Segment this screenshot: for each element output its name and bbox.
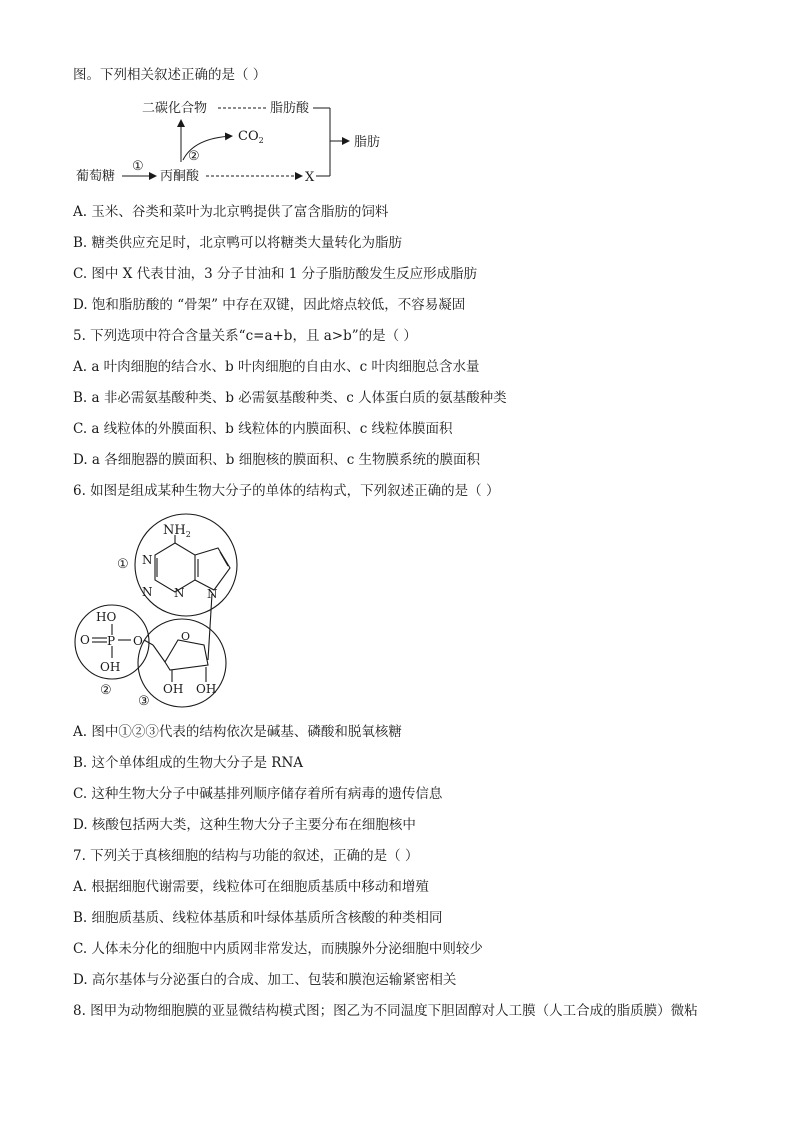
pyruvate-label: 丙酮酸 xyxy=(160,169,200,184)
svg-text:CO2: $CO_2$ xyxy=(238,129,264,145)
label-2: ② xyxy=(100,683,112,698)
carbon-compound-label: 二碳化合物 xyxy=(142,101,208,116)
q5-option-d: D. a 各细胞器的膜面积、b 细胞核的膜面积、c 生物膜系统的膜面积 xyxy=(73,452,481,468)
q5-option-c: C. a 线粒体的外膜面积、b 线粒体的内膜面积、c 线粒体膜面积 xyxy=(73,421,453,437)
q5-option-b: B. a 非必需氨基酸种类、b 必需氨基酸种类、c 人体蛋白质的氨基酸种类 xyxy=(73,390,507,406)
q7-option-b: B. 细胞质基质、线粒体基质和叶绿体基质所含核酸的种类相同 xyxy=(73,910,443,926)
svg-text:P: P xyxy=(107,634,116,648)
q5-stem: 5. 下列选项中符合含量关系“c=a+b，且 a>b”的是（ ） xyxy=(73,328,417,344)
adenine-five-ring xyxy=(195,548,230,590)
fat-synthesis-diagram xyxy=(0,90,794,290)
q7-stem: 7. 下列关于真核细胞的结构与功能的叙述，正确的是（ ） xyxy=(73,848,419,864)
glucose-label: 葡萄糖 xyxy=(76,169,116,184)
svg-text:NH2: $NH_2$ xyxy=(163,523,191,539)
fatty-acid-label: 脂肪酸 xyxy=(270,101,310,116)
x-label: X xyxy=(305,170,315,185)
svg-text:HO: HO xyxy=(96,610,117,624)
svg-text:OH: OH xyxy=(196,682,217,696)
q6-option-d: D. 核酸包括两大类，这种生物大分子主要分布在细胞核中 xyxy=(73,817,416,833)
q4-option-d: D. 饱和脂肪酸的 “骨架” 中存在双键，因此熔点较低，不容易凝固 xyxy=(73,297,466,313)
svg-text:N: N xyxy=(142,553,153,567)
q6-option-b: B. 这个单体组成的生物大分子是 RNA xyxy=(73,755,304,771)
q7-option-d: D. 高尔基体与分泌蛋白的合成、加工、包装和膜泡运输紧密相关 xyxy=(73,972,457,988)
q5-option-a: A. a 叶肉细胞的结合水、b 叶肉细胞的自由水、c 叶肉细胞总含水量 xyxy=(73,359,480,375)
svg-text:N: N xyxy=(142,585,153,599)
q6-option-c: C. 这种生物大分子中碱基排列顺序储存着所有病毒的遗传信息 xyxy=(73,786,443,802)
step2-label: ② xyxy=(188,149,200,164)
q6-stem: 6. 如图是组成某种生物大分子的单体的结构式，下列叙述正确的是（ ） xyxy=(73,483,500,499)
label-3: ③ xyxy=(138,694,150,709)
q4-option-a: A. 玉米、谷类和菜叶为北京鸭提供了富含脂肪的饲料 xyxy=(73,204,389,220)
svg-text:O: O xyxy=(80,633,90,647)
svg-text:N: N xyxy=(207,587,218,601)
ribose-ring xyxy=(165,640,208,670)
step1-label: ① xyxy=(132,159,144,174)
fat-label: 脂肪 xyxy=(354,135,381,150)
q6-option-a: A. 图中①②③代表的结构依次是碱基、磷酸和脱氧核糖 xyxy=(73,724,402,740)
q4-option-b: B. 糖类供应充足时，北京鸭可以将糖类大量转化为脂肪 xyxy=(73,235,403,251)
q8-stem: 8. 图甲为动物细胞膜的亚显微结构模式图；图乙为不同温度下胆固醇对人工膜（人工合成的脂质膜）微粘 xyxy=(73,1003,698,1019)
svg-text:O: O xyxy=(181,630,191,643)
q7-option-c: C. 人体未分化的细胞中内质网非常发达，而胰腺外分泌细胞中则较少 xyxy=(73,941,483,957)
label-1: ① xyxy=(117,557,129,572)
q7-option-a: A. 根据细胞代谢需要，线粒体可在细胞质基质中移动和增殖 xyxy=(73,879,429,895)
svg-text:OH: OH xyxy=(100,660,121,674)
svg-text:O: O xyxy=(133,634,143,648)
nucleotide-structure xyxy=(0,505,794,710)
svg-text:N: N xyxy=(174,586,185,600)
q4-option-c: C. 图中 X 代表甘油，3 分子甘油和 1 分子脂肪酸发生反应形成脂肪 xyxy=(73,266,478,282)
q4-stem: 图。下列相关叙述正确的是（ ） xyxy=(73,67,267,83)
adenine-six-ring xyxy=(155,543,195,592)
svg-text:OH: OH xyxy=(163,682,184,696)
